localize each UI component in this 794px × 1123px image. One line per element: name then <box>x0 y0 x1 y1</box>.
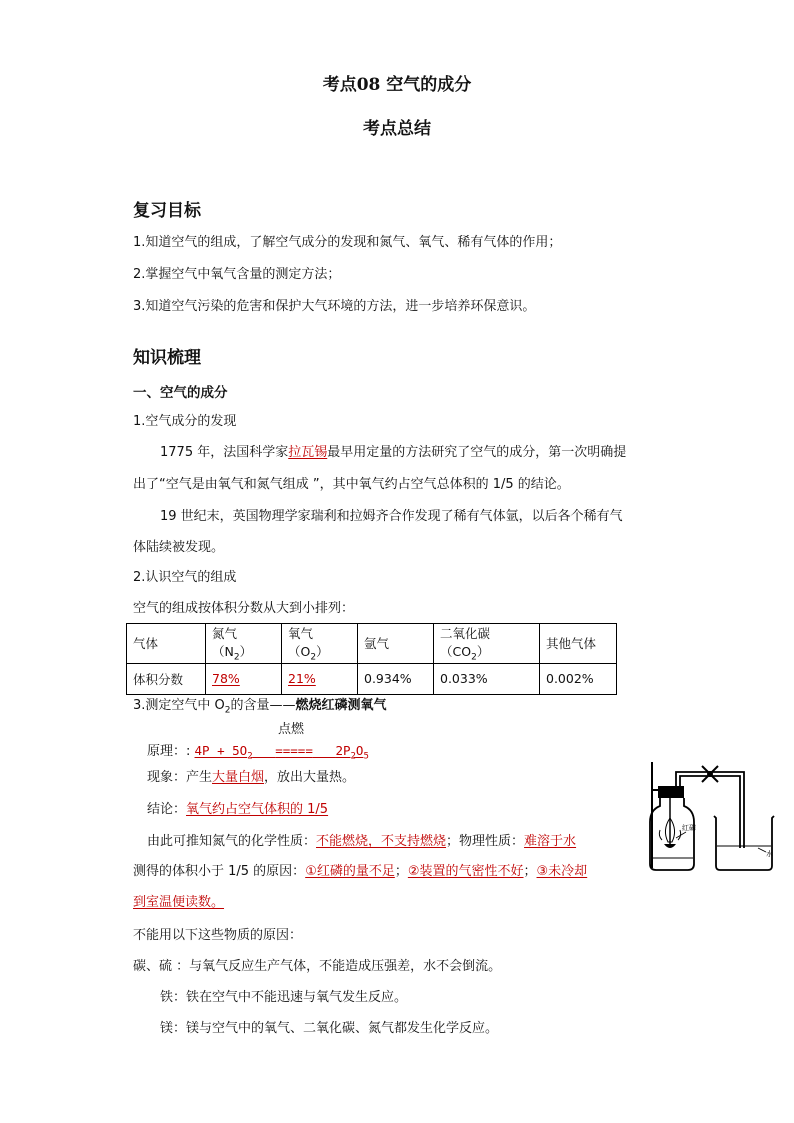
table-cell <box>206 624 282 664</box>
table-cell <box>358 663 434 694</box>
table-row <box>127 663 617 694</box>
paragraph-noble-gas-line1: 19 世纪末，英国物理学家瑞利和拉姆齐合作发现了稀有气体氩，以后各个稀有气 <box>160 509 623 524</box>
burning-spoon <box>664 844 676 848</box>
text: 0.033% <box>440 671 488 686</box>
text: ；物理性质： <box>446 834 525 849</box>
subscript: 2 <box>310 652 317 663</box>
objectives-heading: 复习目标 <box>133 201 201 221</box>
text: 二氧化碳（CO <box>440 626 491 659</box>
answer-value: ③未冷却 <box>536 864 588 879</box>
bottle <box>650 798 694 870</box>
answer-value: ①红磷的量不足 <box>305 864 395 879</box>
subscript: 2 <box>471 652 477 663</box>
table-intro: 空气的组成按体积分数从大到小排列： <box>133 601 355 616</box>
equation-formula <box>194 743 369 762</box>
phenomenon-line <box>147 768 355 788</box>
subscript: 2 <box>247 751 253 762</box>
text: 0.002% <box>546 671 594 686</box>
text: ； <box>523 864 537 879</box>
nitrogen-properties-line <box>147 832 576 852</box>
text: 的含量—— <box>230 698 296 713</box>
label-water: 水 <box>766 850 773 858</box>
subscript: 2 <box>233 652 240 663</box>
error-reasons-line1 <box>133 862 587 882</box>
method-name: 燃烧红磷测氧气 <box>295 698 387 713</box>
conclusion-line <box>147 800 328 820</box>
text: 1775 年，法国科学家 <box>160 445 289 460</box>
answer-value: 大量白烟 <box>212 770 265 785</box>
subscript: 2 <box>350 751 356 762</box>
label-red-phosphorus: 红磷 <box>682 824 696 832</box>
text: ； <box>394 864 408 879</box>
subsection-composition: 2.认识空气的组成 <box>133 570 237 585</box>
table-cell <box>540 663 617 694</box>
subsection-oxygen-measurement <box>133 696 387 721</box>
apparatus-diagram <box>640 760 782 880</box>
objective-item-1: 1.知道空气的组成，了解空气成分的发现和氮气、氧气、稀有气体的作用； <box>133 235 562 250</box>
subscript: 2 <box>224 705 231 716</box>
table-cell <box>127 624 206 664</box>
section-heading-air-composition: 一、空气的成分 <box>133 385 228 401</box>
objective-item-2: 2.掌握空气中氧气含量的测定方法； <box>133 267 341 282</box>
text: 体积分数 <box>133 671 184 687</box>
objective-item-3: 3.知道空气污染的危害和保护大气环境的方法，进一步培养环保意识。 <box>133 299 536 314</box>
text: 4P + 5O <box>194 743 248 758</box>
text: 氩气 <box>364 636 390 652</box>
table-cell <box>540 624 617 664</box>
paragraph-noble-gas-line2: 体陆续被发现。 <box>133 540 225 555</box>
answer-value: 氧气约占空气体积的 1/5 <box>186 802 329 817</box>
table-cell <box>434 663 540 694</box>
connecting-tube-inner <box>680 776 740 848</box>
subsection-discovery: 1.空气成分的发现 <box>133 414 237 429</box>
answer-value: 难溶于水 <box>524 834 577 849</box>
text: 现象：产生 <box>147 770 213 785</box>
text: 由此可推知氮气的化学性质： <box>147 834 317 849</box>
iron-line: 铁：铁在空气中不能迅速与氧气发生反应。 <box>160 990 408 1005</box>
text: ） <box>316 644 329 659</box>
reaction-condition: 点燃 <box>278 722 305 737</box>
table-row <box>127 624 617 664</box>
text: 2P <box>335 743 351 758</box>
table-cell <box>282 663 358 694</box>
text: O <box>355 743 364 758</box>
paragraph-lavoisier-line1 <box>160 443 626 463</box>
text: 氮气（N <box>212 626 238 659</box>
table-cell <box>434 624 540 664</box>
composition-table <box>126 623 617 695</box>
reaction-equation <box>147 741 369 767</box>
table-cell <box>358 624 434 664</box>
carbon-sulfur-line: 碳、硫 ：与氧气反应生产气体，不能造成压强差，水不会倒流。 <box>133 959 502 974</box>
cannot-use-heading: 不能用以下这些物质的原因： <box>133 928 303 943</box>
text: 原理：: <box>147 744 191 759</box>
text: 3.测定空气中 O <box>133 698 225 713</box>
page-subtitle: 考点总结 <box>363 119 431 139</box>
answer-value: ②装置的气密性不好 <box>407 864 524 879</box>
table-cell <box>206 663 282 694</box>
answer-value: 不能燃烧，不支持燃烧 <box>316 834 447 849</box>
scientist-name: 拉瓦锡 <box>288 445 328 460</box>
text: 其他气体 <box>546 636 597 652</box>
table-cell <box>127 663 206 694</box>
text: 0.934% <box>364 671 412 686</box>
text: 测得的体积小于 1/5 的原因： <box>133 864 306 879</box>
subscript: 5 <box>363 751 369 762</box>
error-reasons-line2: 到室温便读数。 <box>133 895 225 910</box>
connecting-tube <box>676 772 744 848</box>
text: 氧气（O <box>288 626 314 659</box>
page-title: 考点08 空气的成分 <box>322 75 472 95</box>
table-cell <box>282 624 358 664</box>
knowledge-heading: 知识梳理 <box>133 348 201 368</box>
magnesium-line: 镁：镁与空气中的氧气、二氧化碳、氮气都发生化学反应。 <box>160 1021 499 1036</box>
text: ） <box>476 644 490 659</box>
answer-value: 78% <box>212 671 240 686</box>
water-pointer <box>758 848 766 852</box>
clip-pivot <box>707 771 713 777</box>
answer-value: 21% <box>288 671 316 686</box>
text: 最早用定量的方法研究了空气的成分，第一次明确提 <box>327 445 627 460</box>
text: ===== <box>275 743 313 758</box>
paragraph-lavoisier-line2: 出了“空气是由氧气和氮气组成 ”，其中氧气约占空气总体积的 1/5 的结论。 <box>133 477 570 492</box>
text: ） <box>239 644 253 659</box>
text: ，放出大量热。 <box>264 770 356 785</box>
text: 气体 <box>133 636 159 652</box>
text: 结论： <box>147 802 187 817</box>
stopper <box>658 786 684 798</box>
